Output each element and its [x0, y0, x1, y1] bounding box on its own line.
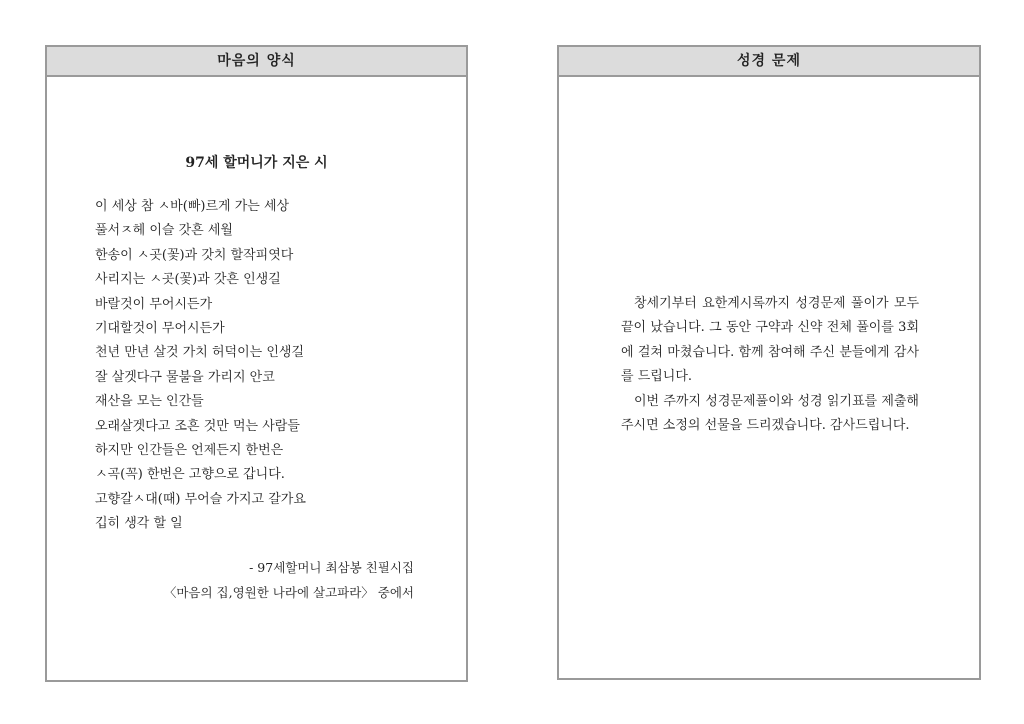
left-panel — [45, 45, 468, 682]
left-panel-header: 마음의 양식 — [47, 47, 466, 77]
attribution-source: 〈마음의 집,영원한 나라에 살고파라〉 중에서 — [163, 585, 414, 600]
poem-line: 이 세상 참 ㅅ바(빠)르게 가는 세상 — [95, 199, 290, 214]
poem-line: 오래살겟다고 조흔 것만 먹는 사람들 — [95, 418, 300, 434]
poem-line: 기대할것이 무어시든가 — [95, 320, 225, 336]
announcement-paragraph: 이번 주까지 성경문제풀이와 성경 읽기표를 제출해 주시면 소정의 선물을 드리겠습니다. 감사드립니다. — [621, 393, 919, 434]
announcement-paragraph: 창세기부터 요한계시록까지 성경문제 풀이가 모두 끝이 났습니다. 그 동안 구약과 신약 전체 풀이를 3회에 걸쳐 마쳤습니다. 함께 참여해 주신 분들에게 감사를 드립니다. — [621, 296, 919, 385]
poem-line: 사리지는 ㅅ곳(꽃)과 갓흔 인생길 — [95, 272, 281, 288]
poem-line: 풀서ㅈ헤 이슬 갓흔 세월 — [95, 223, 233, 239]
poem-body — [95, 195, 306, 536]
poem-line: 한송이 ㅅ곳(꽃)과 갓치 할작피엿다 — [95, 247, 294, 263]
right-panel — [557, 45, 981, 680]
poem-line: ㅅ곡(꼭) 한번은 고향으로 갑니다. — [95, 467, 285, 483]
attribution-author: - 97세할머니 최삼봉 친필시집 — [249, 560, 414, 575]
poem-line: 하지만 인간들은 언제든지 한번은 — [95, 442, 284, 458]
poem-line: 고향갈ㅅ대(때) 무어슬 가지고 갈가요 — [95, 491, 306, 507]
poem-title: 97세 할머니가 지은 시 — [185, 155, 328, 171]
announcement-body — [621, 292, 919, 438]
poem-attribution — [164, 555, 414, 605]
right-panel-header: 성경 문제 — [559, 47, 979, 77]
poem-line: 잘 살겟다구 물불을 가리지 안코 — [95, 369, 275, 385]
poem-line: 깁히 생각 할 일 — [95, 516, 183, 532]
poem-line: 바랄것이 무어시든가 — [95, 296, 213, 312]
poem-line: 재산을 모는 인간들 — [95, 394, 204, 410]
poem-line: 천년 만년 살것 가치 허덕이는 인생길 — [95, 345, 305, 361]
